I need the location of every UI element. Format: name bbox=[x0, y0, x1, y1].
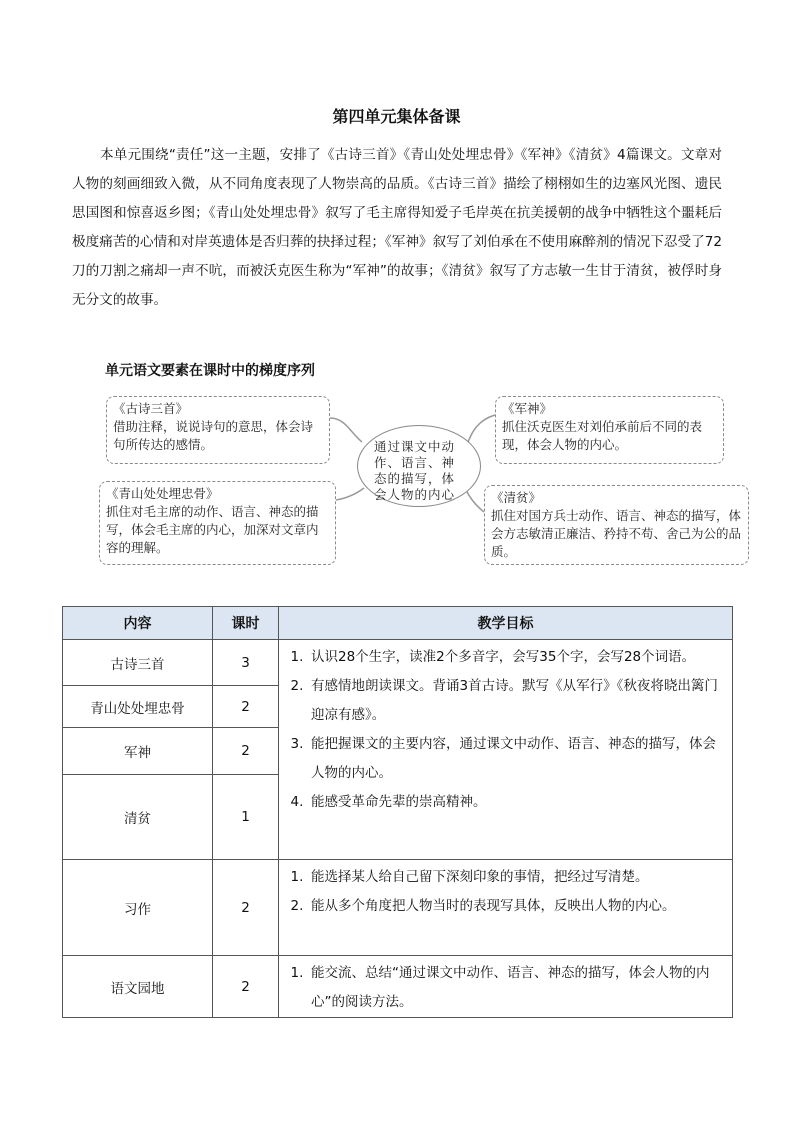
box-text: 抓住对国方兵士动作、语言、神态的描写，体会方志敏清正廉洁、矜持不苟、舍己为公的品质。 bbox=[491, 508, 742, 559]
cell-content: 语文园地 bbox=[63, 956, 213, 1018]
goal-text: 能感受革命先辈的崇高精神。 bbox=[311, 794, 487, 810]
header-goals: 教学目标 bbox=[279, 607, 733, 640]
goal-number: 1. bbox=[290, 649, 304, 665]
goal-item bbox=[283, 959, 722, 1017]
goal-item bbox=[283, 730, 722, 788]
goal-number: 4. bbox=[290, 794, 304, 810]
cell-hours: 2 bbox=[213, 956, 279, 1018]
box-text: 借助注释，说说诗句的意思，体会诗句所传达的感情。 bbox=[113, 419, 314, 452]
goal-item bbox=[283, 672, 722, 730]
connector-bottom-right bbox=[466, 490, 484, 512]
goal-text: 能从多个角度把人物当时的表现写具体，反映出人物的内心。 bbox=[311, 898, 676, 914]
goals-cell-writing bbox=[279, 860, 733, 956]
box-title: 《古诗三首》 bbox=[113, 401, 189, 416]
goals-cell-garden bbox=[279, 956, 733, 1018]
header-content: 内容 bbox=[63, 607, 213, 640]
unit-intro-paragraph: 本单元围绕“责任”这一主题，安排了《古诗三首》《青山处处埋忠骨》《军神》《清贫》4篇课文。文章对人物的刻画细致入微，从不同角度表现了人物崇高的品质。《古诗三首》描绘了栩栩如生的边塞风光图、遗民思国图和惊喜返乡图；《青山处处埋忠骨》叙写了毛主席得知爱子毛岸英在抗美援朝的战争中牺牲这个噩耗后极度痛苦的心情和对岸英遗体是否归葬的抉择过程；《军神》叙写了刘伯承在不使用麻醉剂的情况下忍受了72刀的刀割之痛却一声不吭，而被沃克医生称为“军神”的故事；《清贫》叙写了方志敏一生甘于清贫，被俘时身无分文的故事。 bbox=[72, 147, 722, 308]
goal-text: 能选择某人给自己留下深刻印象的事情，把经过写清楚。 bbox=[311, 869, 649, 885]
goal-number: 2. bbox=[290, 898, 304, 914]
cell-content: 习作 bbox=[63, 860, 213, 956]
connector-top-right bbox=[468, 415, 495, 442]
lesson-plan-table bbox=[62, 606, 733, 1018]
goal-item bbox=[283, 863, 722, 892]
cell-hours: 2 bbox=[213, 728, 279, 775]
table-row bbox=[63, 860, 733, 956]
goal-number: 1. bbox=[290, 965, 304, 981]
box-text: 抓住对毛主席的动作、语言、神态的描写，体会毛主席的内心，加深对文章内容的理解。 bbox=[106, 504, 319, 555]
goal-item bbox=[283, 788, 722, 817]
box-title: 《清贫》 bbox=[491, 490, 542, 505]
box-text: 抓住沃克医生对刘伯承前后不同的表现，体会人物的内心。 bbox=[502, 419, 703, 452]
goal-text: 能把握课文的主要内容，通过课文中动作、语言、神态的描写，体会人物的内心。 bbox=[311, 736, 716, 781]
goal-text: 能交流、总结“通过课文中动作、语言、神态的描写，体会人物的内心”的阅读方法。 bbox=[311, 965, 710, 1010]
table-row bbox=[63, 956, 733, 1018]
goal-number: 1. bbox=[290, 869, 304, 885]
cell-hours: 2 bbox=[213, 686, 279, 728]
connector-top-left bbox=[330, 418, 362, 442]
box-gushi-sanshou bbox=[106, 396, 330, 464]
diagram-heading: 单元语文要素在课时中的梯度序列 bbox=[105, 363, 315, 379]
goal-item bbox=[283, 892, 722, 921]
table-row bbox=[63, 640, 733, 686]
header-hours: 课时 bbox=[213, 607, 279, 640]
connector-bottom-left bbox=[336, 488, 364, 500]
cell-hours: 2 bbox=[213, 860, 279, 956]
goal-item bbox=[283, 643, 722, 672]
document-title: 第四单元集体备课 bbox=[332, 107, 461, 126]
goal-text: 有感情地朗读课文。背诵3首古诗。默写《从军行》《秋夜将晓出篱门迎凉有感》。 bbox=[311, 678, 718, 723]
cell-hours: 3 bbox=[213, 640, 279, 686]
goals-cell-lessons bbox=[279, 640, 733, 860]
table-header-row bbox=[63, 607, 733, 640]
cell-content: 清贫 bbox=[63, 775, 213, 860]
cell-content: 青山处处埋忠骨 bbox=[63, 686, 213, 728]
cell-hours: 1 bbox=[213, 775, 279, 860]
center-bubble: 通过课文中动作、语言、神态的描写，体会人物的内心 bbox=[357, 425, 481, 507]
goal-text: 认识28个生字，读准2个多音字，会写35个字，会写28个词语。 bbox=[311, 649, 696, 665]
box-qingshan bbox=[99, 481, 336, 565]
box-title: 《青山处处埋忠骨》 bbox=[106, 486, 219, 501]
cell-content: 军神 bbox=[63, 728, 213, 775]
box-title: 《军神》 bbox=[502, 401, 553, 416]
cell-content: 古诗三首 bbox=[63, 640, 213, 686]
box-qingpin bbox=[484, 485, 749, 565]
goal-number: 2. bbox=[290, 678, 304, 694]
box-junshen bbox=[495, 396, 724, 464]
goal-number: 3. bbox=[290, 736, 304, 752]
